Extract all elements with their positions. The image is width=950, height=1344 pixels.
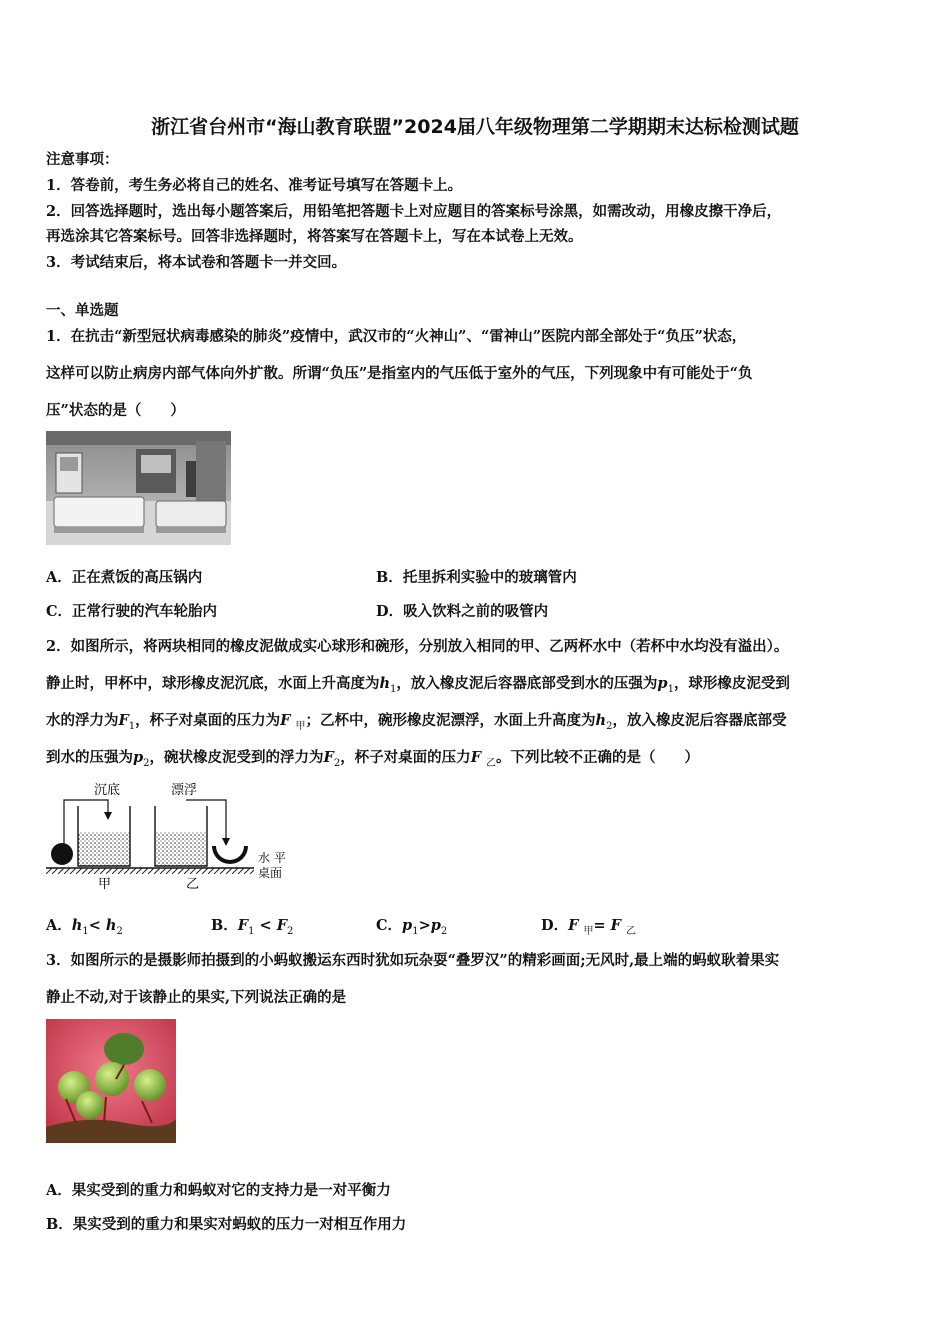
ants-fruit-photo (46, 1019, 176, 1143)
label-float: 漂浮 (171, 783, 198, 798)
cup-b-water (155, 832, 207, 866)
q2-option-c: C．$p_1>p_2$ (376, 917, 448, 937)
q2-line-1: 2．如图所示，将两块相同的橡皮泥做成实心球形和碗形，分别放入相同的甲、乙两杯水中（若杯中水均没有溢出）。 (46, 638, 789, 655)
q1-line-3: 压”状态的是（ ） (46, 402, 185, 419)
notice-item-3: 3．考试结束后，将本试卷和答题卡一并交回。 (46, 254, 347, 271)
notice-heading: 注意事项： (46, 151, 119, 168)
label-cup-a: 甲 (98, 877, 112, 892)
q3-line-1: 3．如图所示的是摄影师拍摄到的小蚂蚁搬运东西时犹如玩杂耍“叠罗汉”的精彩画面;无风时,最上端的蚂蚁耿着果实 (46, 952, 780, 969)
clay-ball (51, 843, 73, 865)
q2-option-a: A．$h_1< h_2$ (46, 917, 123, 937)
notice-item-2-cont: 再选涂其它答案标号。回答非选择题时，将答案写在答题卡上，写在本试卷上无效。 (46, 228, 583, 245)
page-title: 浙江省台州市“海山教育联盟”2024届八年级物理第二学期期末达标检测试题 (151, 116, 799, 138)
label-table-1: 水 平 (258, 851, 286, 865)
q2-option-d: D．F $_甲$= F $_乙$ (541, 917, 636, 937)
q2-line-4: 到水的压强为$p_2$，碗状橡皮泥受到的浮力为$F_2$，杯子对桌面的压力F $_乙$。下列比较不正确的是（ ） (46, 749, 700, 769)
q2-line-2: 静止时，甲杯中，球形橡皮泥沉底，水面上升高度为$h_1$，放入橡皮泥后容器底部受到水的压强为$p_1$，球形橡皮泥受到 (46, 675, 790, 695)
notice-item-2: 2．回答选择题时，选出每小题答案后，用铅笔把答题卡上对应题目的答案标号涂黑，如需改动，用橡皮擦干净后， (46, 203, 782, 220)
q3-option-b: B．果实受到的重力和果实对蚂蚁的压力一对相互作用力 (46, 1216, 407, 1233)
q1-option-c: C．正常行驶的汽车轮胎内 (46, 603, 218, 620)
section-heading: 一、单选题 (46, 302, 119, 319)
notice-item-1: 1．答卷前，考生务必将自己的姓名、准考证号填写在答题卡上。 (46, 177, 463, 194)
label-cup-b: 乙 (186, 877, 200, 892)
q3-option-a: A．果实受到的重力和蚂蚁对它的支持力是一对平衡力 (46, 1182, 391, 1199)
cups-diagram (46, 778, 296, 893)
q3-line-2: 静止不动,对于该静止的果实,下列说法正确的是 (46, 989, 347, 1006)
q1-line-1: 1．在抗击“新型冠状病毒感染的肺炎”疫情中，武汉市的“火神山”、“雷神山”医院内部全部处于“负压”状态， (46, 328, 747, 345)
clay-bowl (212, 846, 248, 864)
hospital-ward-photo (46, 431, 231, 545)
q1-option-a: A．正在煮饭的高压锅内 (46, 569, 203, 586)
q1-option-b: B．托里拆利实验中的玻璃管内 (376, 569, 577, 586)
label-sink: 沉底 (94, 783, 121, 798)
cup-a-water (78, 832, 130, 866)
q2-line-3: 水的浮力为$F_1$，杯子对桌面的压力为F $_甲$；乙杯中，碗形橡皮泥漂浮，水面上升高度为$h_2$，放入橡皮泥后容器底部受 (46, 712, 787, 732)
q1-line-2: 这样可以防止病房内部气体向外扩散。所谓“负压”是指室内的气压低于室外的气压，下列现象中有可能处于“负 (46, 365, 753, 382)
q1-option-d: D．吸入饮料之前的吸管内 (376, 603, 549, 620)
q2-option-b: B．$F_1 < F_2$ (211, 917, 294, 937)
label-table-2: 桌面 (258, 866, 283, 880)
